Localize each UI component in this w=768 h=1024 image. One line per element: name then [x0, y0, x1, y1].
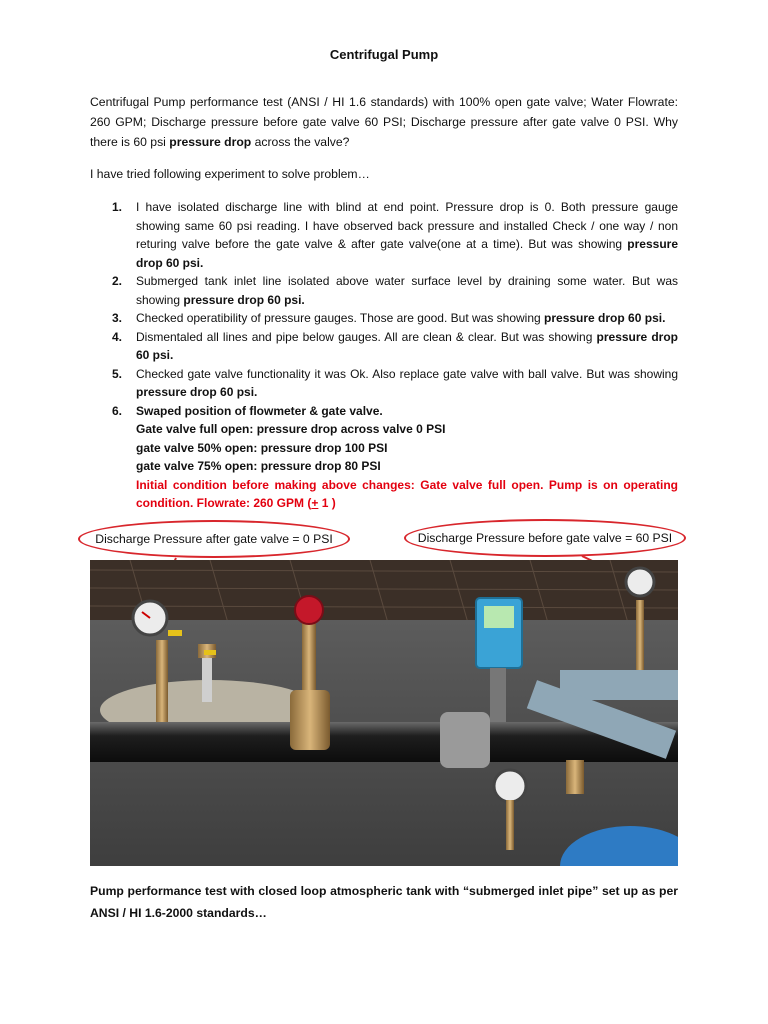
list-text: Dismentaled all lines and pipe below gauges. All are clean & clear. But was showing	[136, 329, 597, 344]
pump-setup-illustration	[90, 560, 678, 866]
list-number: 1.	[112, 200, 123, 214]
document-title: Centrifugal Pump	[329, 47, 439, 62]
list-item	[90, 309, 678, 328]
list-text: gate valve 75% open: pressure drop 80 PSI	[136, 459, 381, 473]
list-item	[90, 402, 678, 513]
photo-caption: Pump performance test with closed loop atmospheric tank with “submerged inlet pipe” set up as per ANSI / HI 1.6-2000 standards…	[90, 884, 678, 920]
list-text: Checked operatibility of pressure gauges. Those are good. But was showing	[136, 311, 545, 325]
list-item	[90, 365, 678, 402]
list-emphasis: pressure drop 60 psi.	[136, 237, 678, 270]
list-item	[90, 328, 678, 365]
intro-paragraph	[90, 92, 678, 152]
list-text: Submerged tank inlet line isolated above water surface level by draining some water. But was showing	[136, 274, 678, 307]
callout-after-valve: Discharge Pressure after gate valve = 0 PSI	[78, 520, 350, 558]
note-text-end: 1 )	[318, 496, 336, 510]
initial-condition-note	[136, 478, 678, 511]
experiment-list	[90, 198, 678, 513]
intro-emphasis: pressure drop	[169, 135, 252, 149]
list-text: I have isolated discharge line with blind at end point. Pressure drop is 0. Both pressure gauge showing same 60 psi reading. I have observed back pressure and installed Check / one way / non returing valve before the gate valve & after gate valve(one at a time). But was showing	[136, 200, 678, 251]
list-number: 3.	[112, 311, 123, 325]
list-text: gate valve 50% open: pressure drop 100 PSI	[136, 440, 388, 455]
note-text: Initial condition before making above changes: Gate valve full open. Pump is on operating condition. Flowrate: 260 GPM (	[136, 477, 678, 510]
list-text: Gate valve full open: pressure drop across valve 0 PSI	[136, 422, 446, 436]
list-item	[90, 198, 678, 272]
list-number: 4.	[112, 329, 123, 344]
list-number: 5.	[112, 366, 123, 381]
plus-minus-sign: +	[311, 496, 319, 510]
list-text: Checked gate valve functionality it was Ok. Also replace gate valve with ball valve. But was showing	[136, 366, 678, 381]
callout-before-valve: Discharge Pressure before gate valve = 60 PSI	[404, 519, 686, 557]
pump-setup-photo	[90, 560, 678, 866]
list-emphasis: pressure drop 60 psi.	[183, 292, 305, 307]
intro-text-end: across the valve?	[251, 135, 350, 149]
list-item	[90, 272, 678, 309]
list-emphasis: pressure drop 60 psi.	[544, 311, 666, 325]
list-emphasis: pressure drop 60 psi.	[136, 385, 258, 399]
tried-paragraph: I have tried following experiment to solve problem…	[90, 167, 370, 181]
list-number: 6.	[112, 403, 123, 418]
list-number: 2.	[112, 274, 123, 288]
list-emphasis: pressure drop 60 psi.	[136, 329, 678, 362]
intro-text: Centrifugal Pump performance test (ANSI / HI 1.6 standards) with 100% open gate valve; Water Flowrate: 260 GPM; Discharge pressure before gate valve 60 PSI; Discharge pressure after gate valve 0 PSI. Why there is 60 psi	[90, 95, 678, 149]
list-text: Swaped position of flowmeter & gate valve.	[136, 403, 383, 418]
